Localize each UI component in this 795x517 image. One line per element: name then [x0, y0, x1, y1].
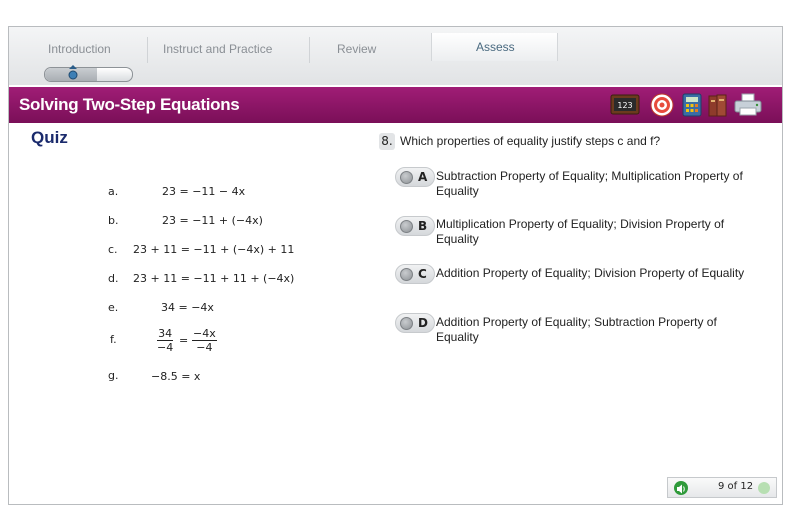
calculator-icon[interactable] — [679, 93, 705, 117]
step-equation-d: 23 + 11 = −11 + 11 + (−4x) — [133, 272, 295, 285]
radio-icon — [400, 268, 413, 281]
radio-icon — [400, 317, 413, 330]
option-d-text[interactable]: Addition Property of Equality; Subtraction Property of Equality — [436, 315, 717, 344]
step-letter-d: d. — [108, 272, 119, 285]
radio-icon — [400, 171, 413, 184]
option-letter: D — [418, 316, 428, 330]
question-number: 8. — [379, 133, 395, 150]
step-letter-e: e. — [108, 301, 119, 314]
question-text: Which properties of equality justify steps c and f? — [400, 134, 661, 148]
speaker-icon — [674, 482, 688, 496]
step-equation-e: 34 = −4x — [161, 301, 214, 314]
quiz-heading: Quiz — [31, 128, 68, 147]
title-bar — [9, 87, 782, 123]
step-letter-f: f. — [110, 333, 117, 346]
option-c-text[interactable]: Addition Property of Equality; Division Property of Equality — [436, 266, 745, 280]
target-icon[interactable] — [649, 93, 675, 117]
books-icon[interactable] — [705, 93, 731, 117]
board-badge-text: 123 — [617, 101, 633, 110]
tab-divider — [147, 37, 148, 63]
option-c-button[interactable] — [395, 264, 435, 284]
fraction-numerator: −4x — [193, 327, 216, 340]
step-equation-g: −8.5 = x — [151, 370, 201, 383]
radio-icon — [400, 220, 413, 233]
page-indicator: 9 of 12 — [718, 481, 754, 492]
step-f-fraction-right — [192, 327, 217, 354]
step-letter-g: g. — [108, 369, 119, 382]
fraction-numerator: 34 — [158, 327, 173, 340]
fraction-denominator: −4 — [157, 341, 174, 354]
tab-instruct-and-practice[interactable]: Instruct and Practice — [163, 42, 273, 56]
step-letter-b: b. — [108, 214, 119, 227]
option-a-button[interactable] — [395, 167, 435, 187]
page-footer — [667, 477, 777, 498]
fraction-denominator: −4 — [196, 341, 213, 354]
calculator-board-icon[interactable] — [610, 93, 640, 117]
option-a-text[interactable]: Subtraction Property of Equality; Multiplication Property of Equality — [436, 169, 743, 198]
step-letter-c: c. — [108, 243, 118, 256]
tab-introduction[interactable]: Introduction — [48, 42, 111, 56]
step-f-fraction-left — [157, 327, 173, 354]
tab-assess[interactable]: Assess — [476, 40, 515, 54]
tab-divider — [309, 37, 310, 63]
step-equation-b: 23 = −11 + (−4x) — [162, 214, 263, 227]
step-equation-c: 23 + 11 = −11 + (−4x) + 11 — [133, 243, 295, 256]
option-letter: B — [418, 219, 428, 233]
step-letter-a: a. — [108, 185, 119, 198]
progress-slider[interactable] — [44, 67, 133, 82]
lesson-frame — [8, 26, 783, 505]
option-b-text[interactable]: Multiplication Property of Equality; Division Property of Equality — [436, 217, 725, 246]
option-d-button[interactable] — [395, 313, 435, 333]
next-button[interactable] — [758, 482, 770, 494]
step-f-equals: = — [179, 334, 189, 347]
page-title: Solving Two-Step Equations — [19, 95, 240, 114]
option-b-button[interactable] — [395, 216, 435, 236]
tab-review[interactable]: Review — [337, 42, 377, 56]
option-letter: A — [418, 170, 428, 184]
step-equation-a: 23 = −11 − 4x — [162, 185, 246, 198]
option-letter: C — [418, 267, 427, 281]
slider-knob-icon[interactable] — [68, 65, 78, 81]
audio-button[interactable] — [674, 481, 688, 495]
nav-bar — [9, 27, 782, 85]
printer-icon[interactable] — [733, 93, 763, 117]
